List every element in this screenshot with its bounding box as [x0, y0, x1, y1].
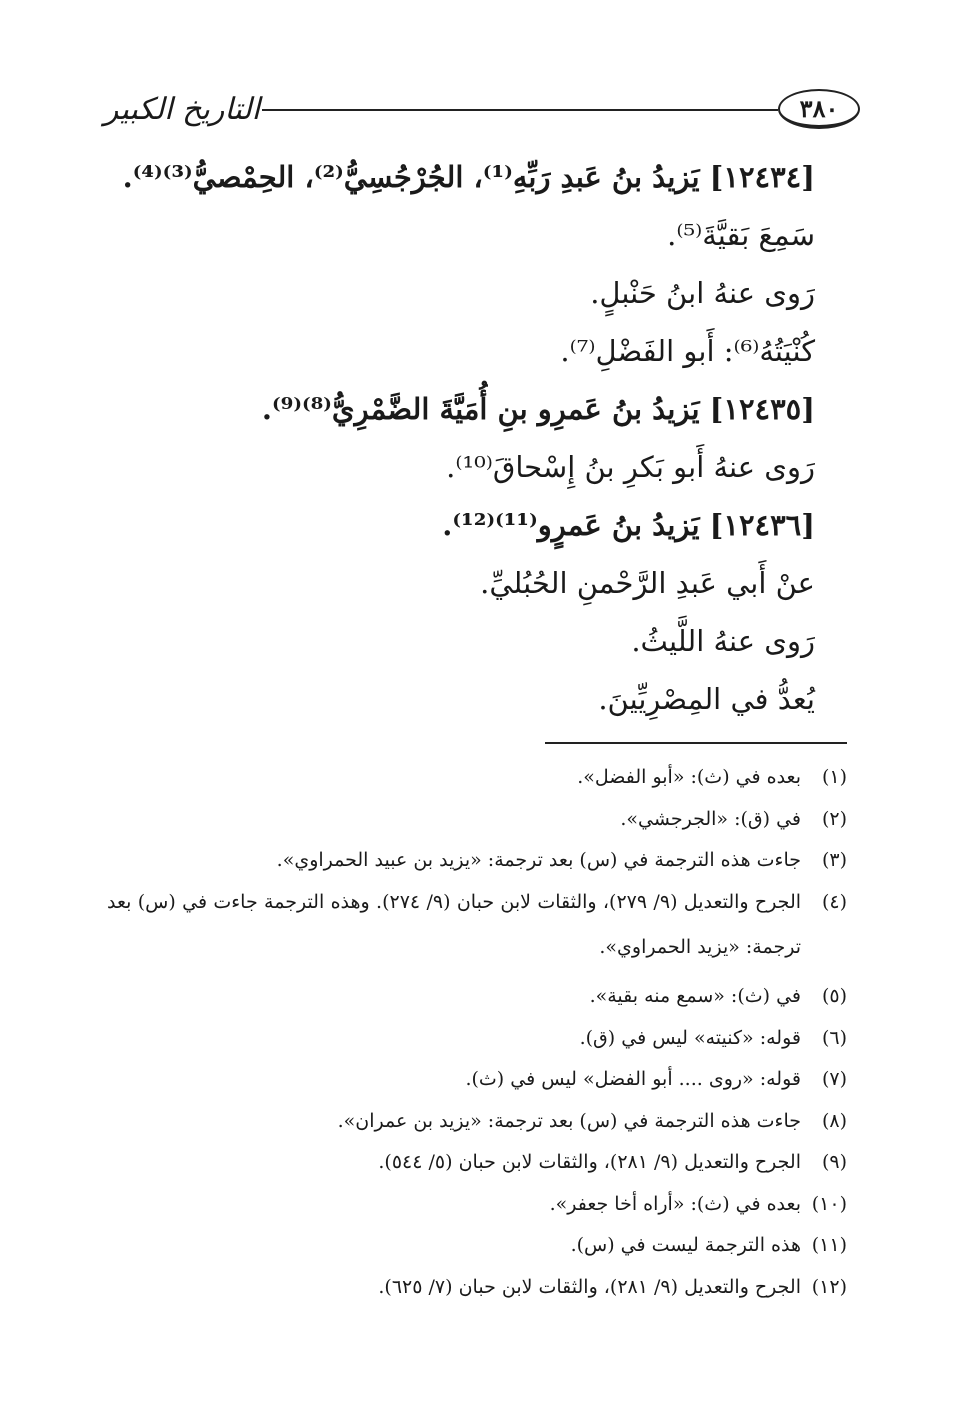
- footnote-text: جاءت هذه الترجمة في (س) بعد ترجمة: «يزيد بن عمران».: [337, 1109, 801, 1132]
- footnote-separator: [545, 742, 847, 744]
- footnote-item: [107, 981, 847, 1011]
- page-number: ٣٨٠: [778, 89, 860, 129]
- footnote-item: [107, 1106, 847, 1136]
- footnote-number: (٧): [821, 1068, 847, 1090]
- footnote-number: (٢): [821, 807, 847, 830]
- footnote-number: (٣): [821, 849, 847, 871]
- footnote-text: الجرح والتعديل (٩/ ٢٧٩)، والثقات لابن حبان (٩/ ٢٧٤). وهذه الترجمة جاءت في (س) بعد ترجمة: «يزيد الحمراوي».: [107, 890, 802, 958]
- footnote-number: (١٢): [811, 1275, 847, 1298]
- footnote-number: (٨): [821, 1109, 847, 1132]
- footnote-text: الجرح والتعديل (٩/ ٢٨١)، والثقات لابن حبان (٧/ ٦٢٥).: [378, 1275, 801, 1298]
- footnote-number: (٤): [821, 890, 847, 913]
- footnote-item: [107, 1023, 847, 1053]
- footnote-text: قوله: «كنيته» ليس في (ق).: [579, 1026, 801, 1049]
- footnote-text: بعده في (ث): «أبو الفضل».: [577, 766, 801, 788]
- footnote-item: [107, 1189, 847, 1219]
- entry-line: كُنْيَتُهُ⁽⁶⁾: أَبو الفَضْلِ⁽⁷⁾.: [560, 334, 815, 368]
- footnote-item: [107, 1147, 847, 1177]
- footnote-item: [107, 1064, 847, 1094]
- entry-line: رَوى عنهُ ابنُ حَنْبلٍ.: [590, 276, 815, 310]
- entry-line: سَمِعَ بَقيَّةَ⁽⁵⁾.: [667, 218, 815, 252]
- footnote-text: بعده في (ث): «أراه أخا جعفر».: [549, 1192, 801, 1215]
- footnote-item: [107, 762, 847, 792]
- entry-line: رَوى عنهُ أَبو بَكرِ بنُ إِسْحاقَ⁽¹⁰⁾.: [446, 450, 815, 484]
- entry-heading-12435: [١٢٤٣٥] يَزيدُ بنُ عَمرِو بنِ أُمَيَّةَ الضَّمْرِيُّ⁽⁸⁾⁽⁹⁾.: [261, 392, 815, 426]
- entry-line: يُعدُّ في المِصْرِيِّينَ.: [598, 682, 815, 716]
- footnote-number: (٦): [821, 1026, 847, 1049]
- book-title: التاريخ الكبير: [103, 92, 260, 127]
- footnote-number: (١): [821, 766, 847, 788]
- footnote-item: [107, 887, 847, 970]
- entry-line: عنْ أَبي عَبدِ الرَّحْمنِ الحُبُليِّ.: [480, 566, 815, 600]
- footnote-text: قوله: «روى .... أبو الفضل» ليس في (ث).: [465, 1068, 801, 1090]
- footnote-number: (٥): [821, 985, 847, 1007]
- footnote-item: [107, 1272, 847, 1302]
- footnote-item: [107, 804, 847, 834]
- footnote-text: جاءت هذه الترجمة في (س) بعد ترجمة: «يزيد بن عبيد الحمراوي».: [276, 849, 801, 871]
- entry-line: رَوى عنهُ اللَّيثُ.: [631, 624, 815, 658]
- footnote-number: (١١): [811, 1234, 847, 1256]
- footnote-text: هذه الترجمة ليست في (س).: [570, 1234, 801, 1256]
- footnotes: [107, 762, 847, 1313]
- footnote-number: (٩): [821, 1151, 847, 1173]
- entry-heading-12434: [١٢٤٣٤] يَزيدُ بنُ عَبدِ رَبِّهِ⁽¹⁾، الجُرْجُسِيُّ⁽²⁾، الحِمْصيُّ⁽³⁾⁽⁴⁾.: [122, 160, 815, 194]
- footnote-item: [107, 1230, 847, 1260]
- footnote-text: الجرح والتعديل (٩/ ٢٨١)، والثقات لابن حبان (٥/ ٥٤٤).: [378, 1151, 801, 1173]
- footnote-text: في (ق): «الجرجشي».: [620, 807, 801, 830]
- header-rule: [262, 109, 778, 111]
- footnote-text: في (ث): «سمع منه بقية».: [589, 985, 801, 1007]
- footnote-item: [107, 845, 847, 875]
- page-header: [0, 70, 975, 140]
- entry-heading-12436: [١٢٤٣٦] يَزيدُ بنُ عَمرٍو⁽¹¹⁾⁽¹²⁾.: [442, 508, 815, 542]
- main-text: [115, 148, 815, 728]
- footnote-number: (١٠): [811, 1192, 847, 1215]
